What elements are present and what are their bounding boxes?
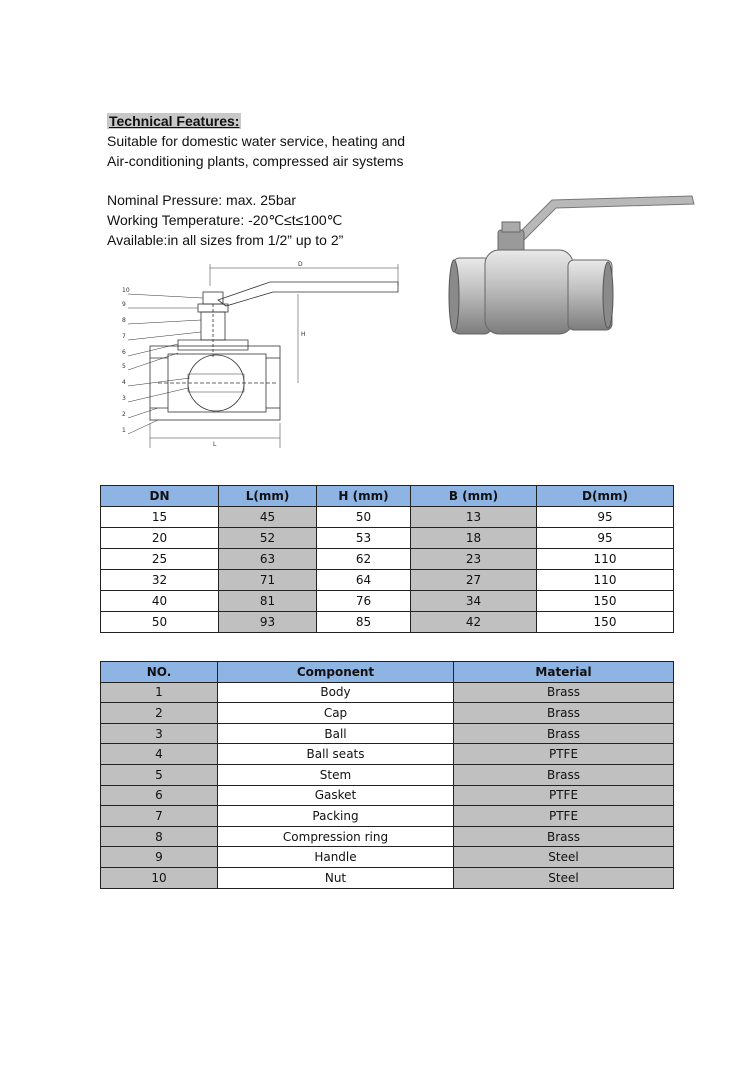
components-table	[100, 661, 674, 889]
cell-material: PTFE	[454, 744, 674, 765]
cell-material: Brass	[454, 723, 674, 744]
cell-component: Compression ring	[218, 826, 454, 847]
table-row	[101, 723, 674, 744]
table-row	[101, 826, 674, 847]
cell-d: 150	[537, 591, 674, 612]
cell-material: Brass	[454, 764, 674, 785]
header-h: H (mm)	[317, 486, 411, 507]
table-row	[101, 806, 674, 827]
header-no: NO.	[101, 662, 218, 683]
cell-h: 64	[317, 570, 411, 591]
cell-component: Nut	[218, 867, 454, 888]
cell-b: 18	[411, 528, 537, 549]
callout-10: 10	[122, 287, 130, 294]
dimensions-header-row	[101, 486, 674, 507]
callout-4: 4	[122, 379, 126, 386]
table-row	[101, 682, 674, 703]
callout-3: 3	[122, 395, 126, 402]
spec-sizes: Available:in all sizes from 1/2” up to 2”	[107, 232, 344, 248]
cell-component: Body	[218, 682, 454, 703]
cell-dn: 20	[101, 528, 219, 549]
cell-d: 110	[537, 549, 674, 570]
table-row	[101, 744, 674, 765]
header-b: B (mm)	[411, 486, 537, 507]
cell-no: 7	[101, 806, 218, 827]
cell-material: PTFE	[454, 806, 674, 827]
table-row	[101, 847, 674, 868]
table-row	[101, 867, 674, 888]
cell-l: 71	[219, 570, 317, 591]
cell-component: Packing	[218, 806, 454, 827]
cell-material: Brass	[454, 682, 674, 703]
callout-5: 5	[122, 363, 126, 370]
cell-b: 13	[411, 507, 537, 528]
callout-7: 7	[122, 333, 126, 340]
cell-b: 27	[411, 570, 537, 591]
spec-temperature: Working Temperature: -20℃≤t≤100℃	[107, 212, 343, 228]
cell-dn: 25	[101, 549, 219, 570]
cell-no: 6	[101, 785, 218, 806]
cell-component: Gasket	[218, 785, 454, 806]
dim-h-label: H	[301, 331, 306, 338]
features-title: Technical Features:	[109, 113, 240, 129]
cell-no: 8	[101, 826, 218, 847]
cell-no: 4	[101, 744, 218, 765]
table-row	[101, 591, 674, 612]
cell-d: 95	[537, 507, 674, 528]
cell-h: 85	[317, 612, 411, 633]
table-row	[101, 703, 674, 724]
cell-material: Steel	[454, 867, 674, 888]
cell-no: 1	[101, 682, 218, 703]
cell-h: 62	[317, 549, 411, 570]
ball-valve-photo	[440, 190, 700, 340]
cell-component: Ball	[218, 723, 454, 744]
cell-no: 9	[101, 847, 218, 868]
cell-l: 93	[219, 612, 317, 633]
header-l: L(mm)	[219, 486, 317, 507]
cell-no: 5	[101, 764, 218, 785]
cell-d: 110	[537, 570, 674, 591]
cell-b: 42	[411, 612, 537, 633]
callout-2: 2	[122, 411, 126, 418]
cell-material: Brass	[454, 826, 674, 847]
cell-b: 34	[411, 591, 537, 612]
components-header-row	[101, 662, 674, 683]
cell-l: 52	[219, 528, 317, 549]
table-row	[101, 764, 674, 785]
cell-h: 76	[317, 591, 411, 612]
cell-dn: 50	[101, 612, 219, 633]
table-row	[101, 507, 674, 528]
dimensions-table	[100, 485, 674, 633]
cell-h: 53	[317, 528, 411, 549]
cell-l: 81	[219, 591, 317, 612]
cell-component: Cap	[218, 703, 454, 724]
cell-material: PTFE	[454, 785, 674, 806]
callout-1: 1	[122, 427, 126, 434]
valve-technical-drawing	[118, 258, 403, 453]
cell-h: 50	[317, 507, 411, 528]
header-material: Material	[454, 662, 674, 683]
cell-dn: 40	[101, 591, 219, 612]
cell-d: 95	[537, 528, 674, 549]
cell-component: Stem	[218, 764, 454, 785]
dim-l-label: L	[213, 441, 217, 448]
cell-d: 150	[537, 612, 674, 633]
cell-component: Ball seats	[218, 744, 454, 765]
callout-8: 8	[122, 317, 126, 324]
cell-material: Steel	[454, 847, 674, 868]
header-d: D(mm)	[537, 486, 674, 507]
cell-dn: 32	[101, 570, 219, 591]
spec-pressure: Nominal Pressure: max. 25bar	[107, 192, 297, 208]
cell-b: 23	[411, 549, 537, 570]
features-line-1: Suitable for domestic water service, heating and	[107, 133, 406, 149]
table-row	[101, 570, 674, 591]
cell-no: 2	[101, 703, 218, 724]
dim-d-label: D	[298, 261, 303, 268]
cell-l: 63	[219, 549, 317, 570]
cell-no: 10	[101, 867, 218, 888]
callout-9: 9	[122, 301, 126, 308]
table-row	[101, 528, 674, 549]
callout-6: 6	[122, 349, 126, 356]
table-row	[101, 549, 674, 570]
header-component: Component	[218, 662, 454, 683]
cell-l: 45	[219, 507, 317, 528]
cell-material: Brass	[454, 703, 674, 724]
table-row	[101, 785, 674, 806]
table-row	[101, 612, 674, 633]
header-dn: DN	[101, 486, 219, 507]
cell-component: Handle	[218, 847, 454, 868]
features-line-2: Air-conditioning plants, compressed air systems	[107, 153, 404, 169]
cell-dn: 15	[101, 507, 219, 528]
cell-no: 3	[101, 723, 218, 744]
